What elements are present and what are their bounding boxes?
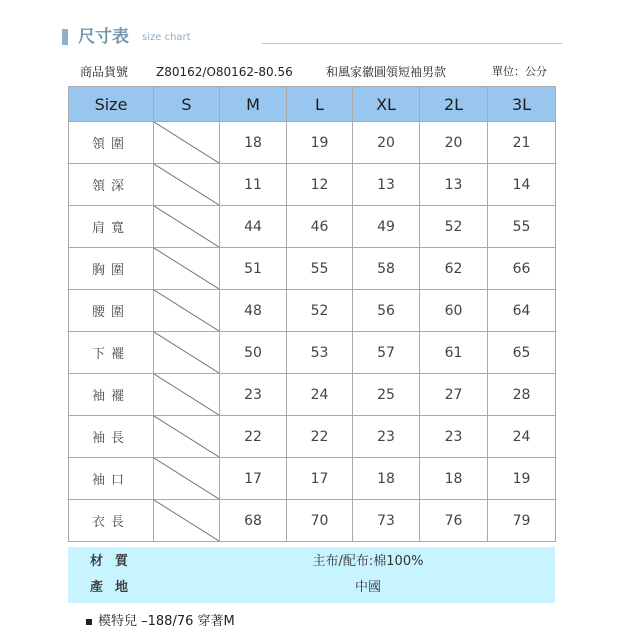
table-row [69,290,556,332]
size-column-header: S [154,87,220,122]
measurement-value: 46 [287,206,353,248]
measurement-value: 18 [420,458,488,500]
table-row [69,332,556,374]
fabric-value: 主布/配布:棉100% [312,554,424,569]
measurement-value: 11 [220,164,287,206]
measurement-value: 22 [287,416,353,458]
material-box [68,547,555,603]
measurement-value: 25 [353,374,420,416]
measurement-value: 21 [488,122,556,164]
origin-value: 中國 [354,580,381,595]
measurement-value: 51 [220,248,287,290]
section-header [62,26,562,48]
not-available-cell [154,416,220,458]
diagonal-slash-icon [154,374,219,415]
measurement-value: 58 [353,248,420,290]
diagonal-slash-icon [154,122,219,163]
table-row [69,122,556,164]
origin-row [68,576,555,600]
measurement-value: 23 [420,416,488,458]
table-row [69,206,556,248]
table-row [69,458,556,500]
not-available-cell [154,290,220,332]
measurement-label: 袖口 [69,458,154,500]
unit-label: 單位：公分 [492,65,547,78]
not-available-cell [154,332,220,374]
table-row [69,500,556,542]
measurement-value: 66 [488,248,556,290]
measurement-value: 44 [220,206,287,248]
measurement-value: 27 [420,374,488,416]
measurement-label: 領深 [69,164,154,206]
section-subtitle: size chart [142,32,191,43]
not-available-cell [154,458,220,500]
product-info [80,62,560,82]
measurement-value: 22 [220,416,287,458]
measurement-label: 袖襬 [69,374,154,416]
measurement-value: 24 [488,416,556,458]
not-available-cell [154,164,220,206]
measurement-value: 18 [353,458,420,500]
measurement-value: 52 [287,290,353,332]
table-row [69,248,556,290]
measurement-value: 57 [353,332,420,374]
measurement-value: 19 [488,458,556,500]
measurement-value: 50 [220,332,287,374]
measurement-value: 53 [287,332,353,374]
table-row [69,374,556,416]
measurement-value: 23 [353,416,420,458]
measurement-value: 23 [220,374,287,416]
measurement-value: 19 [287,122,353,164]
measurement-value: 76 [420,500,488,542]
measurement-label: 袖長 [69,416,154,458]
diagonal-slash-icon [154,332,219,373]
measurement-value: 20 [353,122,420,164]
measurement-value: 73 [353,500,420,542]
measurement-value: 17 [287,458,353,500]
fabric-label: 材質 [90,554,141,569]
measurement-label: 領圍 [69,122,154,164]
not-available-cell [154,374,220,416]
measurement-label: 胸圍 [69,248,154,290]
not-available-cell [154,206,220,248]
measurement-value: 56 [353,290,420,332]
measurement-value: 13 [420,164,488,206]
diagonal-slash-icon [154,500,219,541]
section-title: 尺寸表 [78,27,129,47]
measurement-value: 20 [420,122,488,164]
size-column-header: L [287,87,353,122]
measurement-value: 18 [220,122,287,164]
measurement-value: 55 [287,248,353,290]
diagonal-slash-icon [154,458,219,499]
measurement-value: 60 [420,290,488,332]
measurement-value: 70 [287,500,353,542]
size-column-header: Size [69,87,154,122]
size-column-header: XL [353,87,420,122]
product-code: Z80162/O80162-80.56 [156,65,293,79]
measurement-value: 52 [420,206,488,248]
not-available-cell [154,122,220,164]
not-available-cell [154,248,220,290]
measurement-value: 17 [220,458,287,500]
fabric-row [68,550,555,574]
measurement-value: 12 [287,164,353,206]
measurement-value: 79 [488,500,556,542]
table-row [69,164,556,206]
model-text: 模特兒 –188/76 穿著M [98,614,235,629]
measurement-value: 49 [353,206,420,248]
product-name: 和風家徽圓領短袖男款 [326,65,447,79]
not-available-cell [154,500,220,542]
diagonal-slash-icon [154,290,219,331]
size-header-row [69,87,556,122]
diagonal-slash-icon [154,248,219,289]
measurement-value: 48 [220,290,287,332]
measurement-value: 14 [488,164,556,206]
measurement-value: 65 [488,332,556,374]
bullet-icon [86,619,92,625]
measurement-value: 13 [353,164,420,206]
measurement-label: 下襬 [69,332,154,374]
diagonal-slash-icon [154,206,219,247]
measurement-value: 28 [488,374,556,416]
origin-label: 產地 [90,580,141,595]
product-code-label: 商品貨號 [80,65,129,79]
model-note [86,612,235,632]
measurement-value: 62 [420,248,488,290]
diagonal-slash-icon [154,416,219,457]
table-row [69,416,556,458]
measurement-value: 55 [488,206,556,248]
header-accent-bar [62,29,68,45]
size-column-header: M [220,87,287,122]
diagonal-slash-icon [154,164,219,205]
size-column-header: 2L [420,87,488,122]
header-divider [262,43,562,44]
measurement-value: 64 [488,290,556,332]
measurement-value: 24 [287,374,353,416]
measurement-value: 68 [220,500,287,542]
size-table [68,86,556,542]
size-column-header: 3L [488,87,556,122]
measurement-label: 衣長 [69,500,154,542]
measurement-label: 肩寬 [69,206,154,248]
measurement-label: 腰圍 [69,290,154,332]
measurement-value: 61 [420,332,488,374]
